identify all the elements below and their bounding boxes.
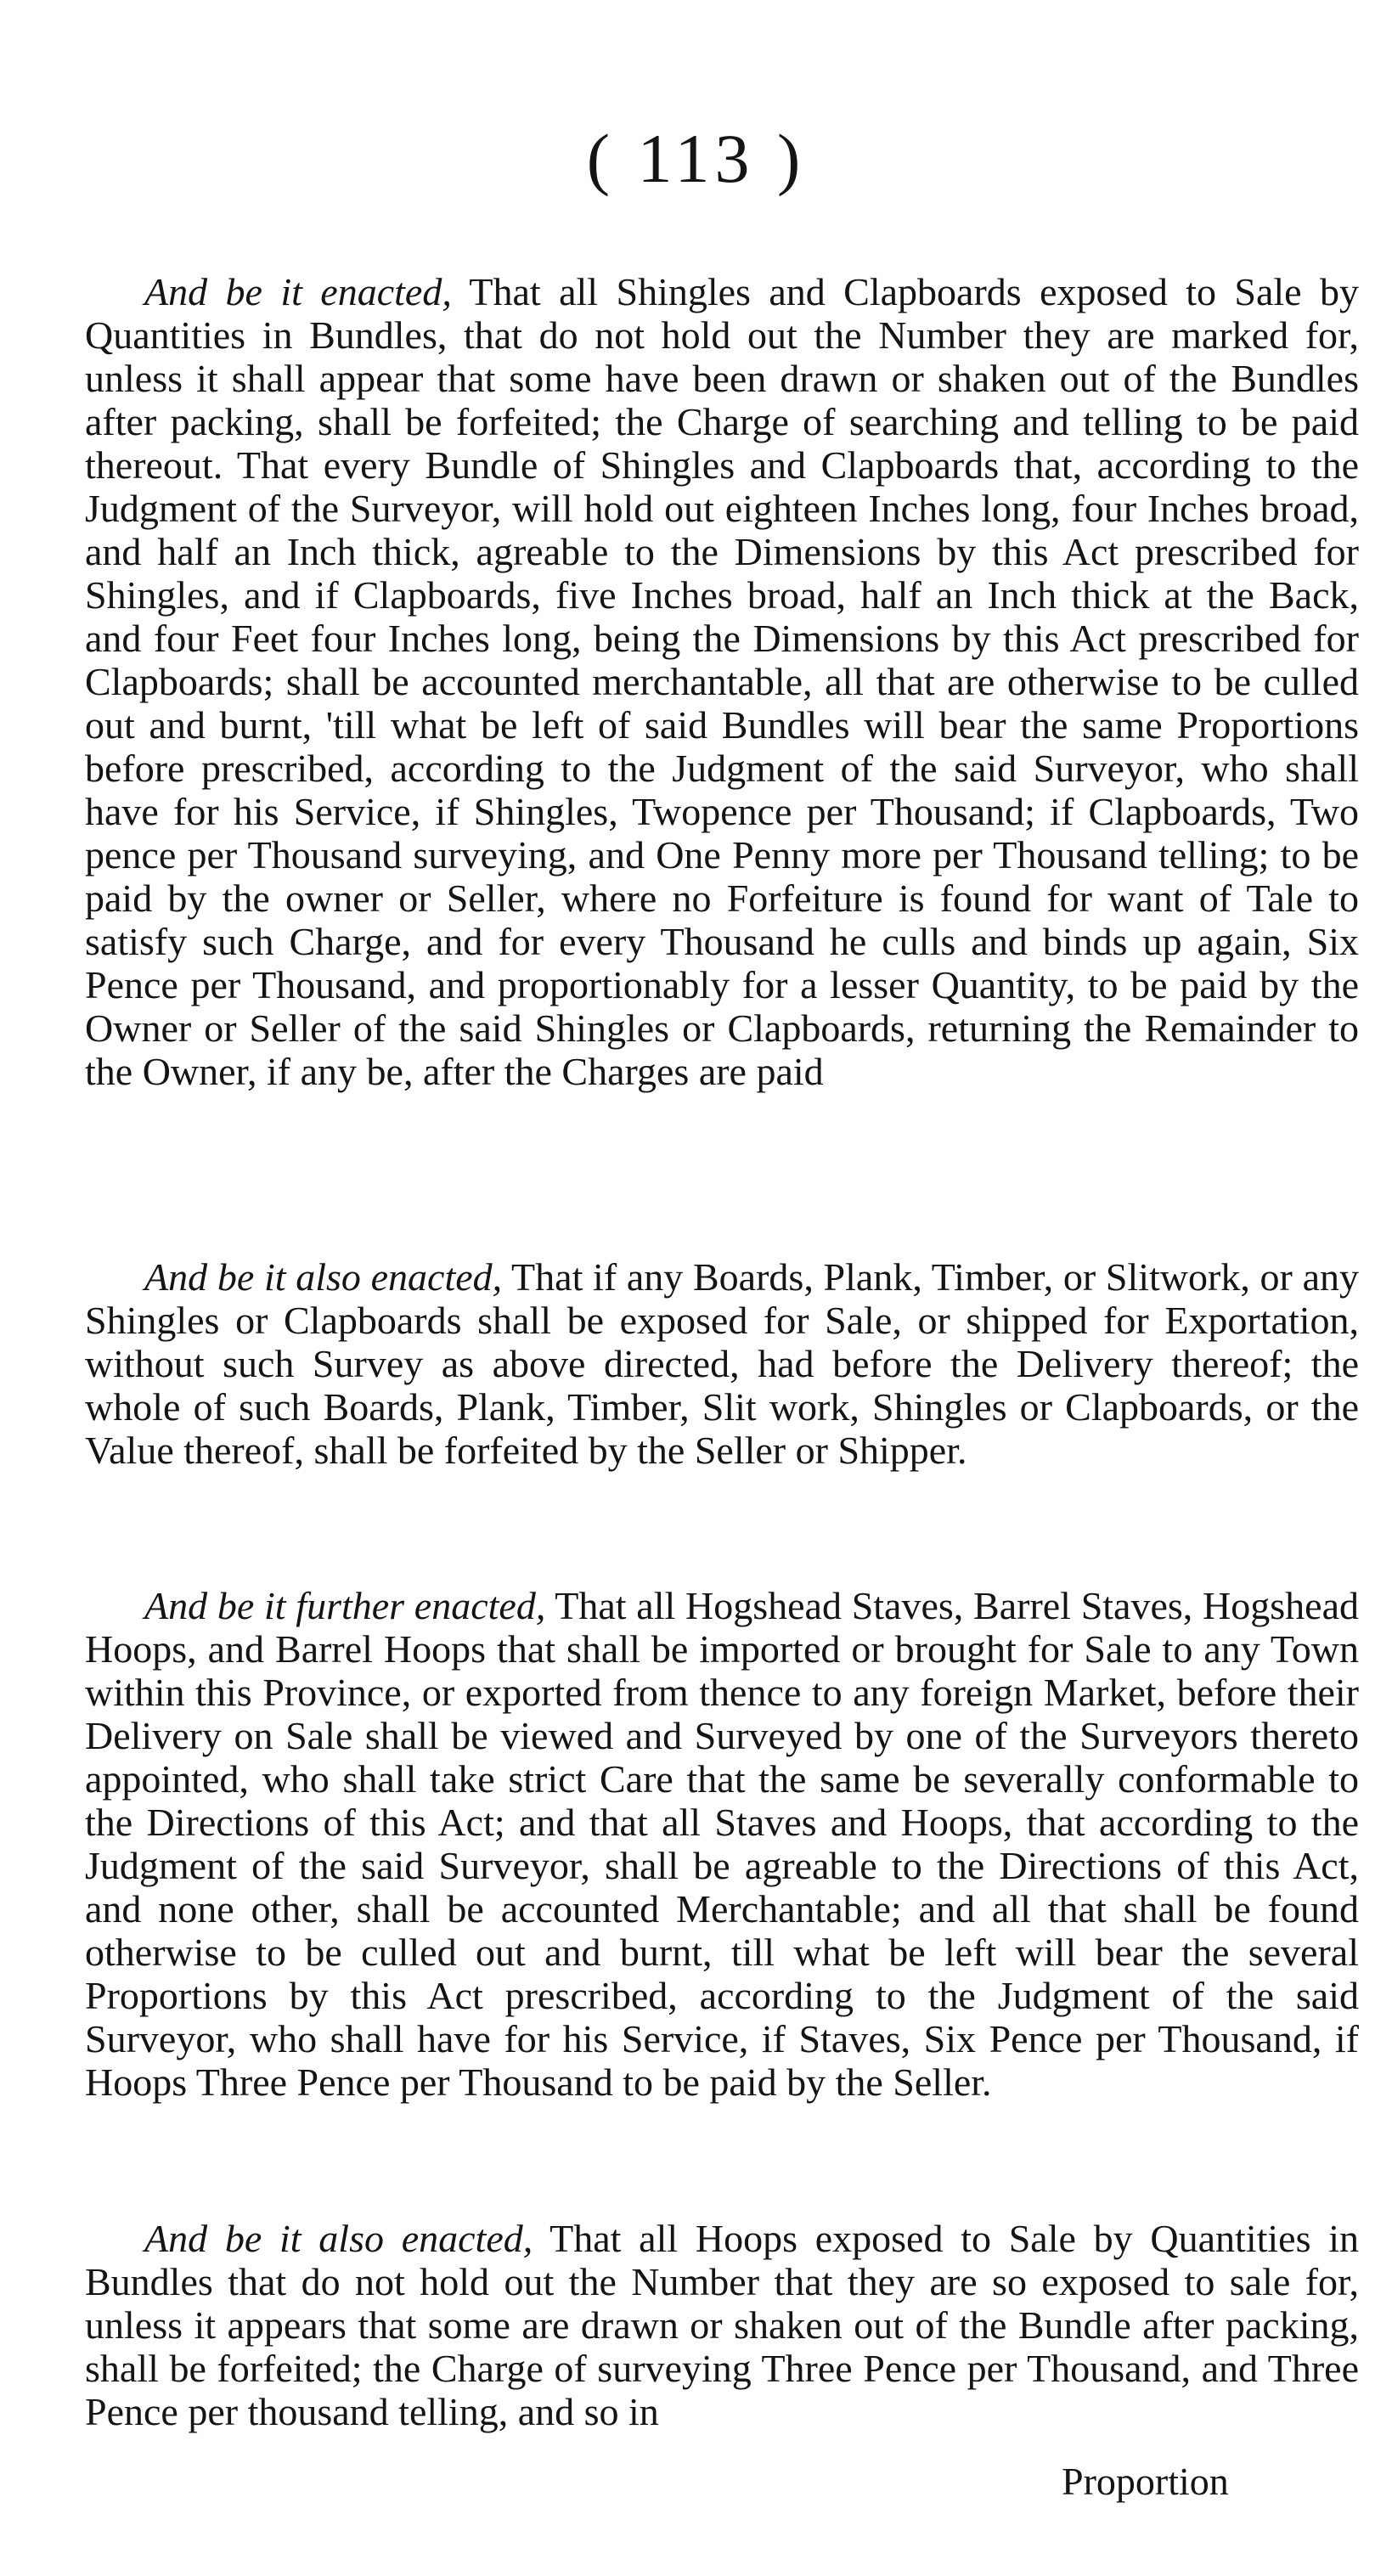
paragraph-lead: And be it enacted, — [144, 270, 452, 313]
paragraph-body: That if any Boards, Plank, Timber, or Slitwork, or any Shingles or Clapboards shall be exposed for Sale, or shipped for Exportation, without such Survey as above directed, had before the Delivery thereof; the whole of such Boards, Plank, Timber, Slit work, Shingles or Clapboards, or the Value thereof, shall be forfeited by the Seller or Shipper. — [85, 1255, 1360, 1472]
paragraph-lead: And be it also enacted, — [144, 1255, 503, 1299]
paragraph-boards-plank-timber — [85, 1255, 1359, 1472]
paragraph-body: That all Hogshead Staves, Barrel Staves, Hogshead Hoops, and Barrel Hoops that shall be imported or brought for Sale to any Town within this Province, or exported from thence to any foreign Market, before their Delivery on Sale shall be viewed and Surveyed by one of the Surveyors thereto appointed, who shall take strict Care that the same be severally conformable to the Directions of this Act; and that all Staves and Hoops, that according to the Judgment of the said Surveyor, shall be agreable to the Directions of this Act, and none other, shall be accounted Merchantable; and all that shall be found otherwise to be culled out and burnt, till what be left will bear the several Proportions by this Act prescribed, according to the Judgment of the said Surveyor, who shall have for his Service, if Staves, Six Pence per Thousand, if Hoops Three Pence per Thousand to be paid by the Seller. — [85, 1584, 1359, 2104]
catchword: Proportion — [1062, 2460, 1229, 2503]
paragraph-lead: And be it also enacted, — [144, 2217, 533, 2260]
paragraph-staves-hoops — [85, 1584, 1359, 2104]
page-number: ( 113 ) — [586, 120, 806, 197]
paragraph-body: That all Hoops exposed to Sale by Quantities in Bundles that do not hold out the Number that they are so exposed to sale for, unless it appears that some are drawn or shaken out of the Bundle after packing, shall be forfeited; the Charge of surveying Three Pence per Thousand, and Three Pence per thousand telling, and so in — [85, 2217, 1359, 2433]
paragraph-body: That all Shingles and Clapboards exposed to Sale by Quantities in Bundles, that do not hold out the Number they are marked for, unless it shall appear that some have been drawn or shaken out of the Bundles after packing, shall be forfeited; the Charge of searching and telling to be paid thereout. That every Bundle of Shingles and Clapboards that, according to the Judgment of the Surveyor, will hold out eighteen Inches long, four Inches broad, and half an Inch thick, agreable to the Dimensions by this Act prescribed for Shingles, and if Clapboards, five Inches broad, half an Inch thick at the Back, and four Feet four Inches long, being the Dimensions by this Act prescribed for Clapboards; shall be accounted merchantable, all that are otherwise to be culled out and burnt, 'till what be left of said Bundles will bear the same Proportions before prescribed, according to the Judgment of the said Surveyor, who shall have for his Service, if Shingles, Twopence per Thousand; if Clapboards, Two pence per Thousand surveying, and One Penny more per Thousand telling; to be paid by the owner or Seller, where no Forfeiture is found for want of Tale to satisfy such Charge, and for every Thousand he culls and binds up again, Six Pence per Thousand, and proportionably for a lesser Quantity, to be paid by the Owner or Seller of the said Shingles or Clapboards, returning the Remainder to the Owner, if any be, after the Charges are paid — [85, 270, 1360, 1093]
paragraph-shingles-clapboards — [85, 270, 1359, 1093]
paragraph-lead: And be it further enacted, — [144, 1584, 546, 1627]
paragraph-hoops-bundles — [85, 2217, 1359, 2433]
